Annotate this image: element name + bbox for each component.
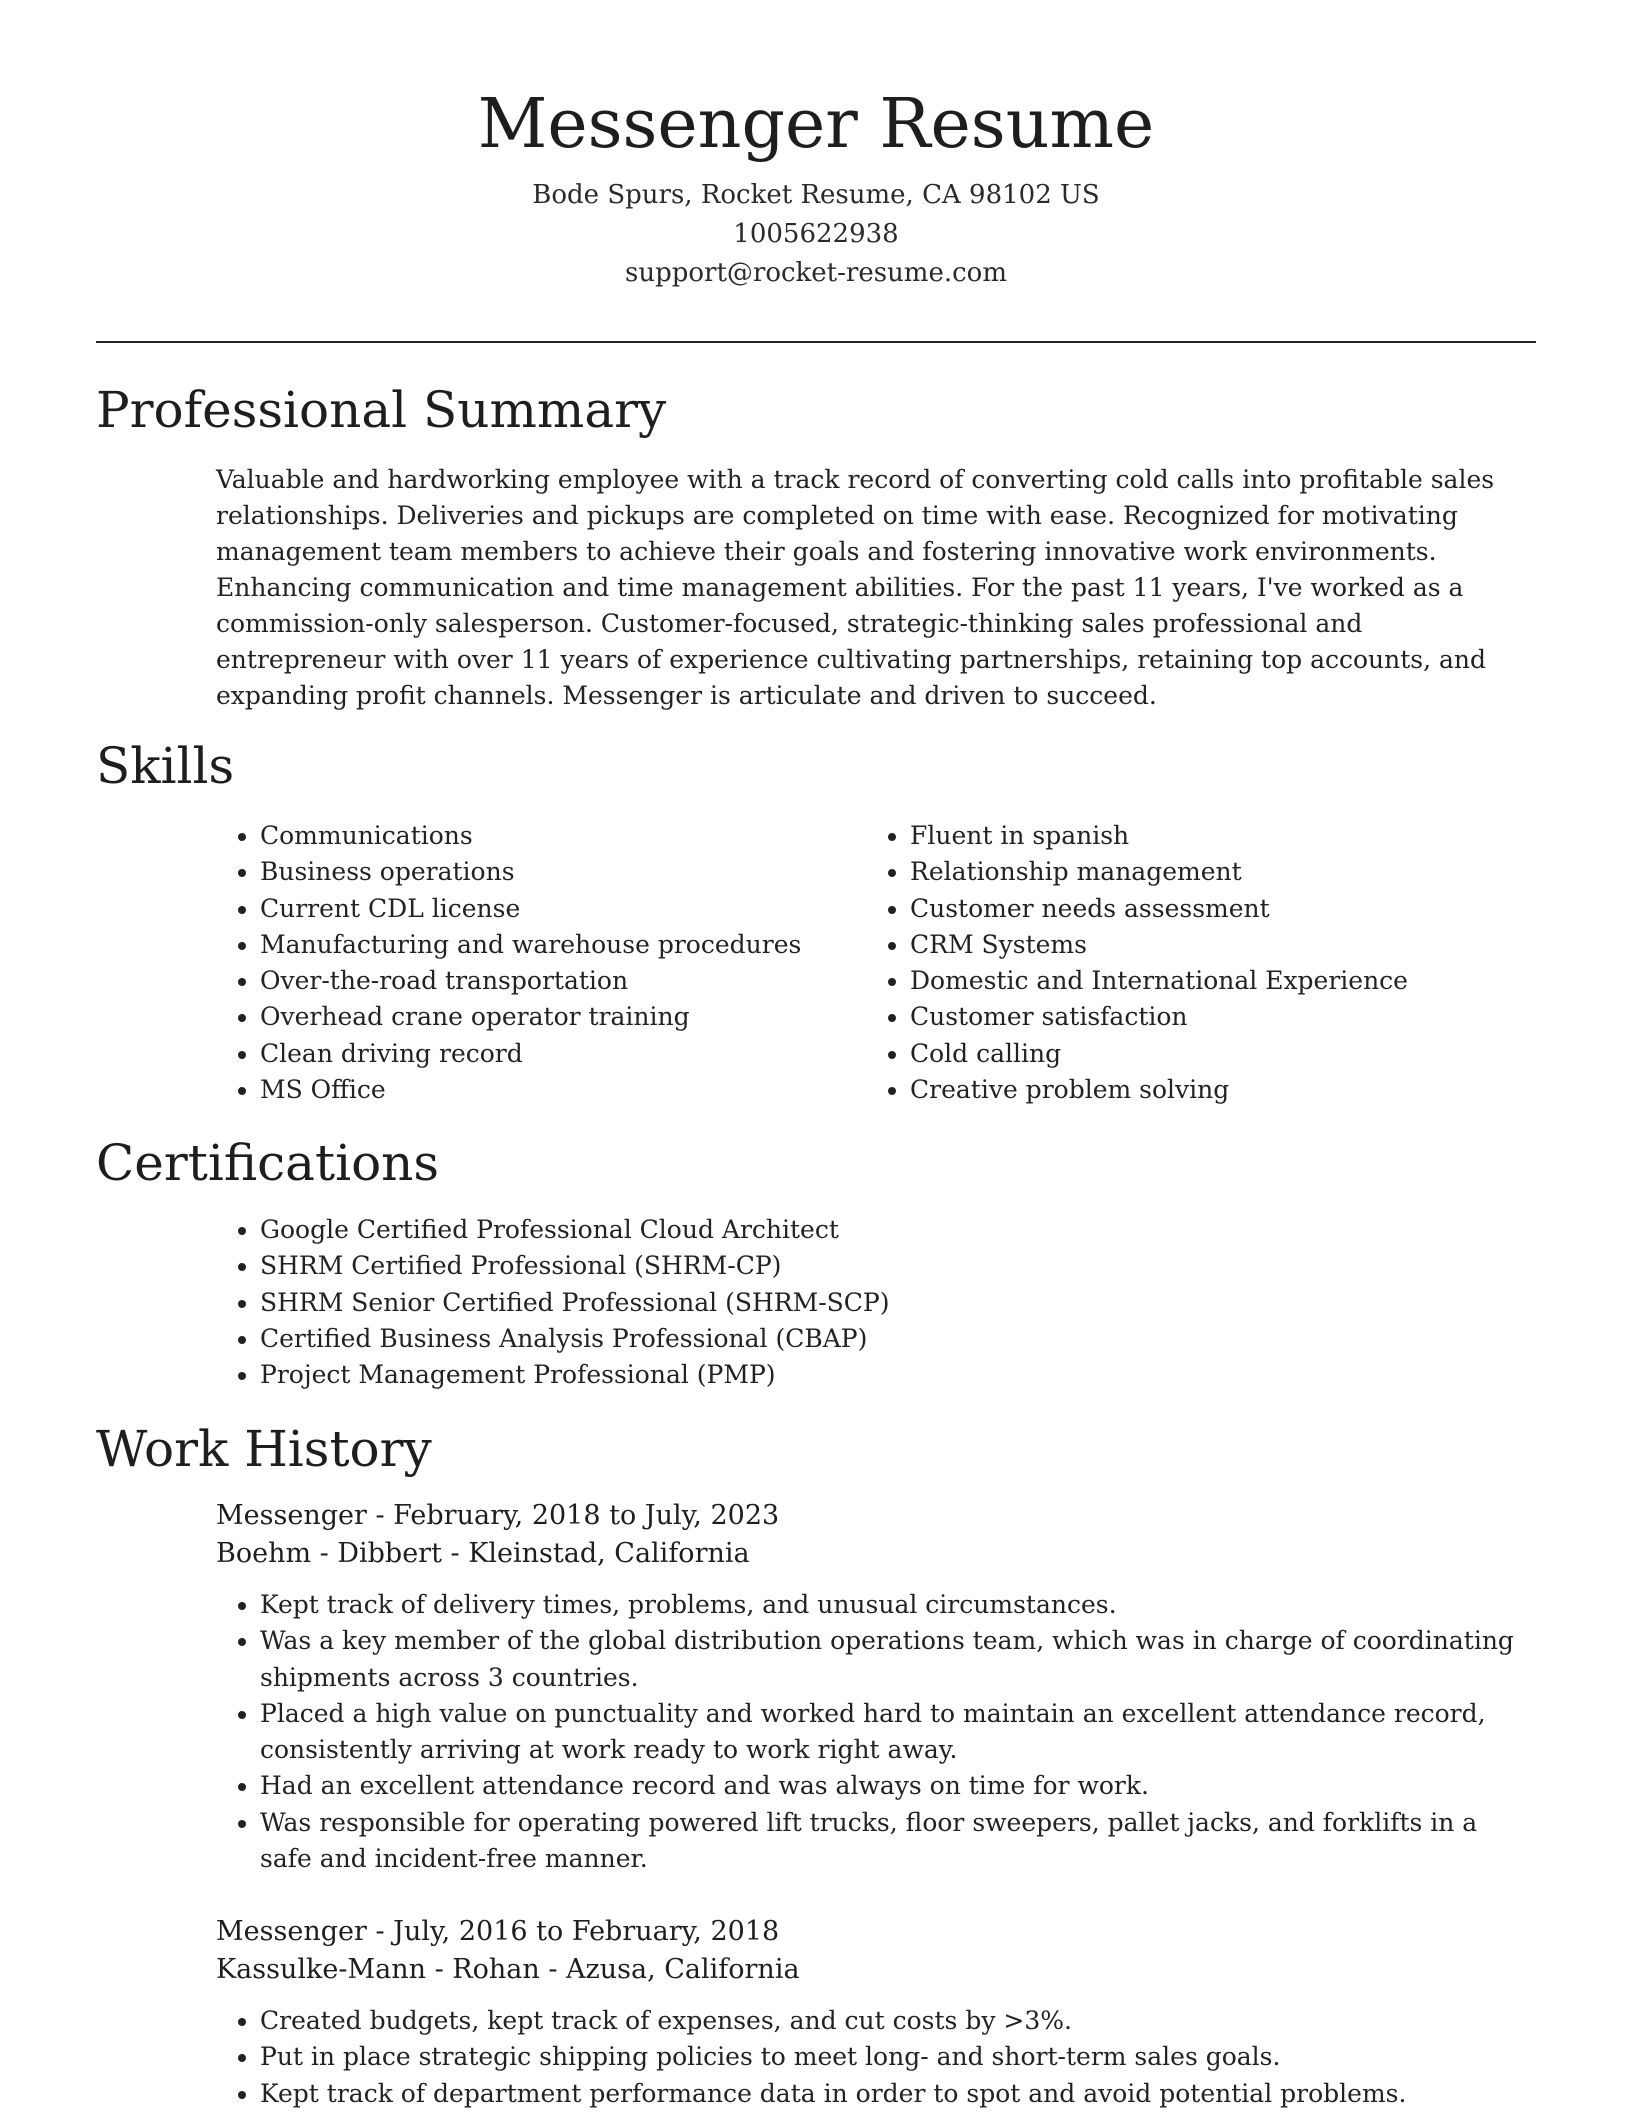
skill-item: • Creative problem solving [910, 1072, 1506, 1108]
contact-address: Bode Spurs, Rocket Resume, CA 98102 US [532, 180, 1100, 210]
skill-item: • MS Office [260, 1072, 816, 1108]
job-company: Boehm - Dibbert - Kleinstad, California [216, 1538, 750, 1569]
summary-text: Valuable and hardworking employee with a track record of converting cold calls into profitable sales relationships. Deliveries and pickups are completed on time with ease. Recognized for motivating management team members to achieve their goals and fostering innovative work environments. Enhancing communication and time management abilities. For the past 11 years, I've worked as a commission-only salesperson. Customer-focused, strategic-thinking sales professional and entrepreneur with over 11 years of experience cultivating partnerships, retaining top accounts, and expanding profit channels. Messenger is articulate and driven to succeed. [216, 465, 1495, 710]
skill-item: • Customer satisfaction [910, 999, 1506, 1035]
job-bullet: • Was a key member of the global distribution operations team, which was in charge of coordinating shipments across 3 countries. [260, 1623, 1516, 1696]
section-title-work-history: Work History [96, 1420, 432, 1478]
certification-item: • SHRM Certified Professional (SHRM-CP) [260, 1248, 1516, 1284]
skill-item: • Cold calling [910, 1036, 1506, 1072]
skill-item: • Relationship management [910, 854, 1506, 890]
job-entry [216, 1497, 1516, 1877]
job-bullet: • Created budgets, kept track of expenses, and cut costs by >3%. [260, 2003, 1516, 2039]
skill-item: • CRM Systems [910, 927, 1506, 963]
job-bullet: • Had an excellent attendance record and was always on time for work. [260, 1768, 1516, 1804]
certifications-block [216, 1212, 1516, 1393]
contact-email: support@rocket-resume.com [624, 258, 1007, 288]
skill-item: • Over-the-road transportation [260, 963, 816, 999]
job-bullet: • Kept track of delivery times, problems, and unusual circumstances. [260, 1587, 1516, 1623]
certification-item: • SHRM Senior Certified Professional (SHRM-SCP) [260, 1285, 1516, 1321]
job-bullet: • Placed a high value on punctuality and worked hard to maintain an excellent attendance record, consistently arriving at work ready to work right away. [260, 1696, 1516, 1769]
section-title-skills: Skills [96, 737, 235, 795]
job-bullet: • Was responsible for operating powered lift trucks, floor sweepers, pallet jacks, and forklifts in a safe and incident-free manner. [260, 1805, 1516, 1878]
skill-item: • Clean driving record [260, 1036, 816, 1072]
job-title: Messenger - July, 2016 to February, 2018 [216, 1916, 780, 1947]
skill-item: • Current CDL license [260, 891, 816, 927]
skills-column-right [866, 818, 1506, 1108]
skills-list-right [866, 818, 1506, 1108]
job-entry [216, 1913, 1516, 2112]
job-title: Messenger - February, 2018 to July, 2023 [216, 1500, 780, 1531]
header-divider [96, 341, 1536, 343]
job-bullet: • Kept track of department performance data in order to spot and avoid potential problems. [260, 2076, 1516, 2112]
certification-item: • Certified Business Analysis Professional (CBAP) [260, 1321, 1516, 1357]
resume-header [96, 80, 1536, 293]
job-company: Kassulke-Mann - Rohan - Azusa, California [216, 1954, 800, 1985]
job-bullets [216, 1587, 1516, 1877]
job-bullet: • Put in place strategic shipping policies to meet long- and short-term sales goals. [260, 2039, 1516, 2075]
contact-block [96, 176, 1536, 293]
skill-item: • Business operations [260, 854, 816, 890]
skills-column-left [216, 818, 816, 1108]
skill-item: • Fluent in spanish [910, 818, 1506, 854]
skill-item: • Manufacturing and warehouse procedures [260, 927, 816, 963]
resume-name: Messenger Resume [477, 85, 1155, 164]
contact-phone: 1005622938 [733, 219, 899, 249]
certifications-list [216, 1212, 1516, 1393]
skill-item: • Overhead crane operator training [260, 999, 816, 1035]
section-title-summary: Professional Summary [96, 381, 667, 439]
job-bullets [216, 2003, 1516, 2112]
section-title-certifications: Certifications [96, 1134, 440, 1192]
skill-item: • Customer needs assessment [910, 891, 1506, 927]
skill-item: • Domestic and International Experience [910, 963, 1506, 999]
certification-item: • Project Management Professional (PMP) [260, 1357, 1516, 1393]
skill-item: • Communications [260, 818, 816, 854]
certification-item: • Google Certified Professional Cloud Architect [260, 1212, 1516, 1248]
skills-list-left [216, 818, 816, 1108]
